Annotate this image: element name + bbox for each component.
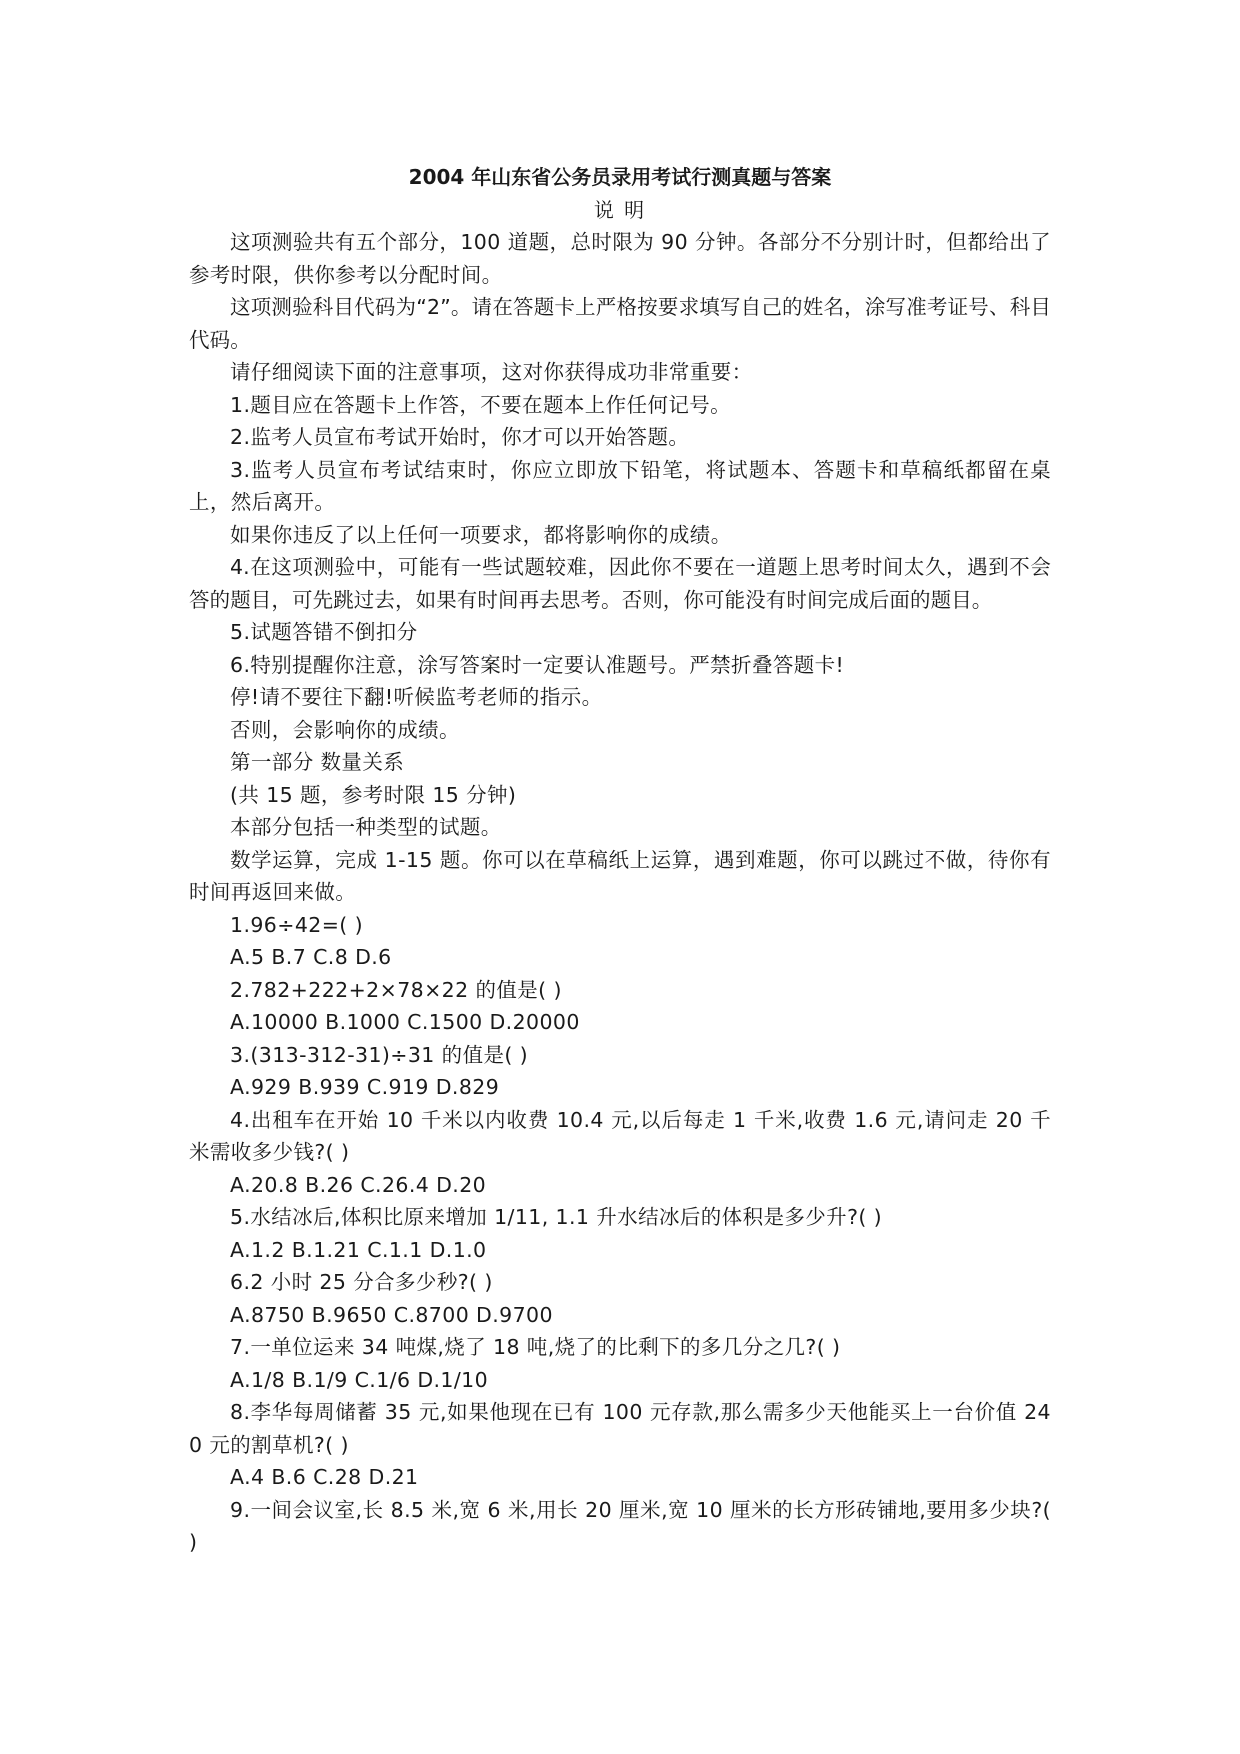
question: 3.(313-312-31)÷31 的值是( ) [230, 1042, 529, 1067]
question: 5.水结冰后,体积比原来增加 1/11, 1.1 升水结冰后的体积是多少升?( ) [230, 1205, 883, 1229]
question: 8.李华每周储蓄 35 元,如果他现在已有 100 元存款,那么需多少天他能买上一台价值 240 元的割草机?( ) [189, 1400, 1051, 1457]
question: 6.2 小时 25 分合多少秒?( ) [230, 1270, 493, 1294]
section-instructions: 数学运算，完成 1-15 题。你可以在草稿纸上运算，遇到难题，你可以跳过不做，待你有时间再返回来做。 [189, 847, 1051, 904]
notice-intro: 请仔细阅读下面的注意事项，这对你获得成功非常重要： [230, 360, 753, 384]
question-options: A.5 B.7 C.8 D.6 [230, 945, 392, 969]
question: 9.一间会议室,长 8.5 米,宽 6 米,用长 20 厘米,宽 10 厘米的长方形砖铺地,要用多少块?( ) [189, 1497, 1051, 1554]
question: 2.782+222+2×78×22 的值是( ) [230, 977, 562, 1002]
question-options: A.10000 B.1000 C.1500 D.20000 [230, 1010, 580, 1034]
question: 7.一单位运来 34 吨煤,烧了 18 吨,烧了的比剩下的多几分之几?( ) [230, 1335, 841, 1359]
question-options: A.20.8 B.26 C.26.4 D.20 [230, 1172, 487, 1197]
notice-item: 2.监考人员宣布考试开始时，你才可以开始答题。 [230, 425, 690, 449]
question-options: A.1.2 B.1.21 C.1.1 D.1.0 [230, 1237, 487, 1262]
notice-item: 3.监考人员宣布考试结束时，你应立即放下铅笔，将试题本、答题卡和草稿纸都留在桌上，然后离开。 [189, 457, 1051, 514]
subject-code-paragraph: 这项测验科目代码为“2”。请在答题卡上严格按要求填写自己的姓名，涂写准考证号、科目代码。 [189, 295, 1051, 352]
question-options: A.4 B.6 C.28 D.21 [230, 1465, 419, 1489]
question-options: A.929 B.939 C.919 D.829 [230, 1075, 500, 1099]
question: 1.96÷42=( ) [230, 912, 363, 937]
stop-notice: 否则，会影响你的成绩。 [230, 717, 460, 742]
notice-item: 1.题目应在答题卡上作答，不要在题本上作任何记号。 [230, 392, 732, 417]
notice-item: 5.试题答错不倒扣分 [230, 620, 418, 644]
section-heading: 第一部分 数量关系 [230, 750, 405, 774]
section-info: 本部分包括一种类型的试题。 [230, 815, 502, 839]
notice-item: 6.特别提醒你注意，涂写答案时一定要认准题号。严禁折叠答题卡! [230, 652, 845, 677]
question-options: A.8750 B.9650 C.8700 D.9700 [230, 1302, 553, 1327]
question-options: A.1/8 B.1/9 C.1/6 D.1/10 [230, 1367, 489, 1392]
document-subtitle: 说 明 [593, 198, 647, 222]
section-info: (共 15 题，参考时限 15 分钟) [230, 782, 517, 807]
notice-item: 4.在这项测验中，可能有一些试题较难，因此你不要在一道题上思考时间太久，遇到不会答的题目，可先跳过去，如果有时间再去思考。否则，你可能没有时间完成后面的题目。 [189, 555, 1051, 612]
intro-paragraph: 这项测验共有五个部分，100 道题，总时限为 90 分钟。各部分不分别计时，但都给出了参考时限，供你参考以分配时间。 [189, 230, 1051, 287]
document-title: 2004 年山东省公务员录用考试行测真题与答案 [408, 165, 832, 189]
stop-notice: 停!请不要往下翻!听候监考老师的指示。 [230, 685, 603, 709]
document-page [189, 160, 1051, 1559]
question: 4.出租车在开始 10 千米以内收费 10.4 元,以后每走 1 千米,收费 1.6 元,请问走 20 千米需收多少钱?( ) [189, 1107, 1051, 1164]
notice-warning: 如果你违反了以上任何一项要求，都将影响你的成绩。 [230, 522, 732, 547]
